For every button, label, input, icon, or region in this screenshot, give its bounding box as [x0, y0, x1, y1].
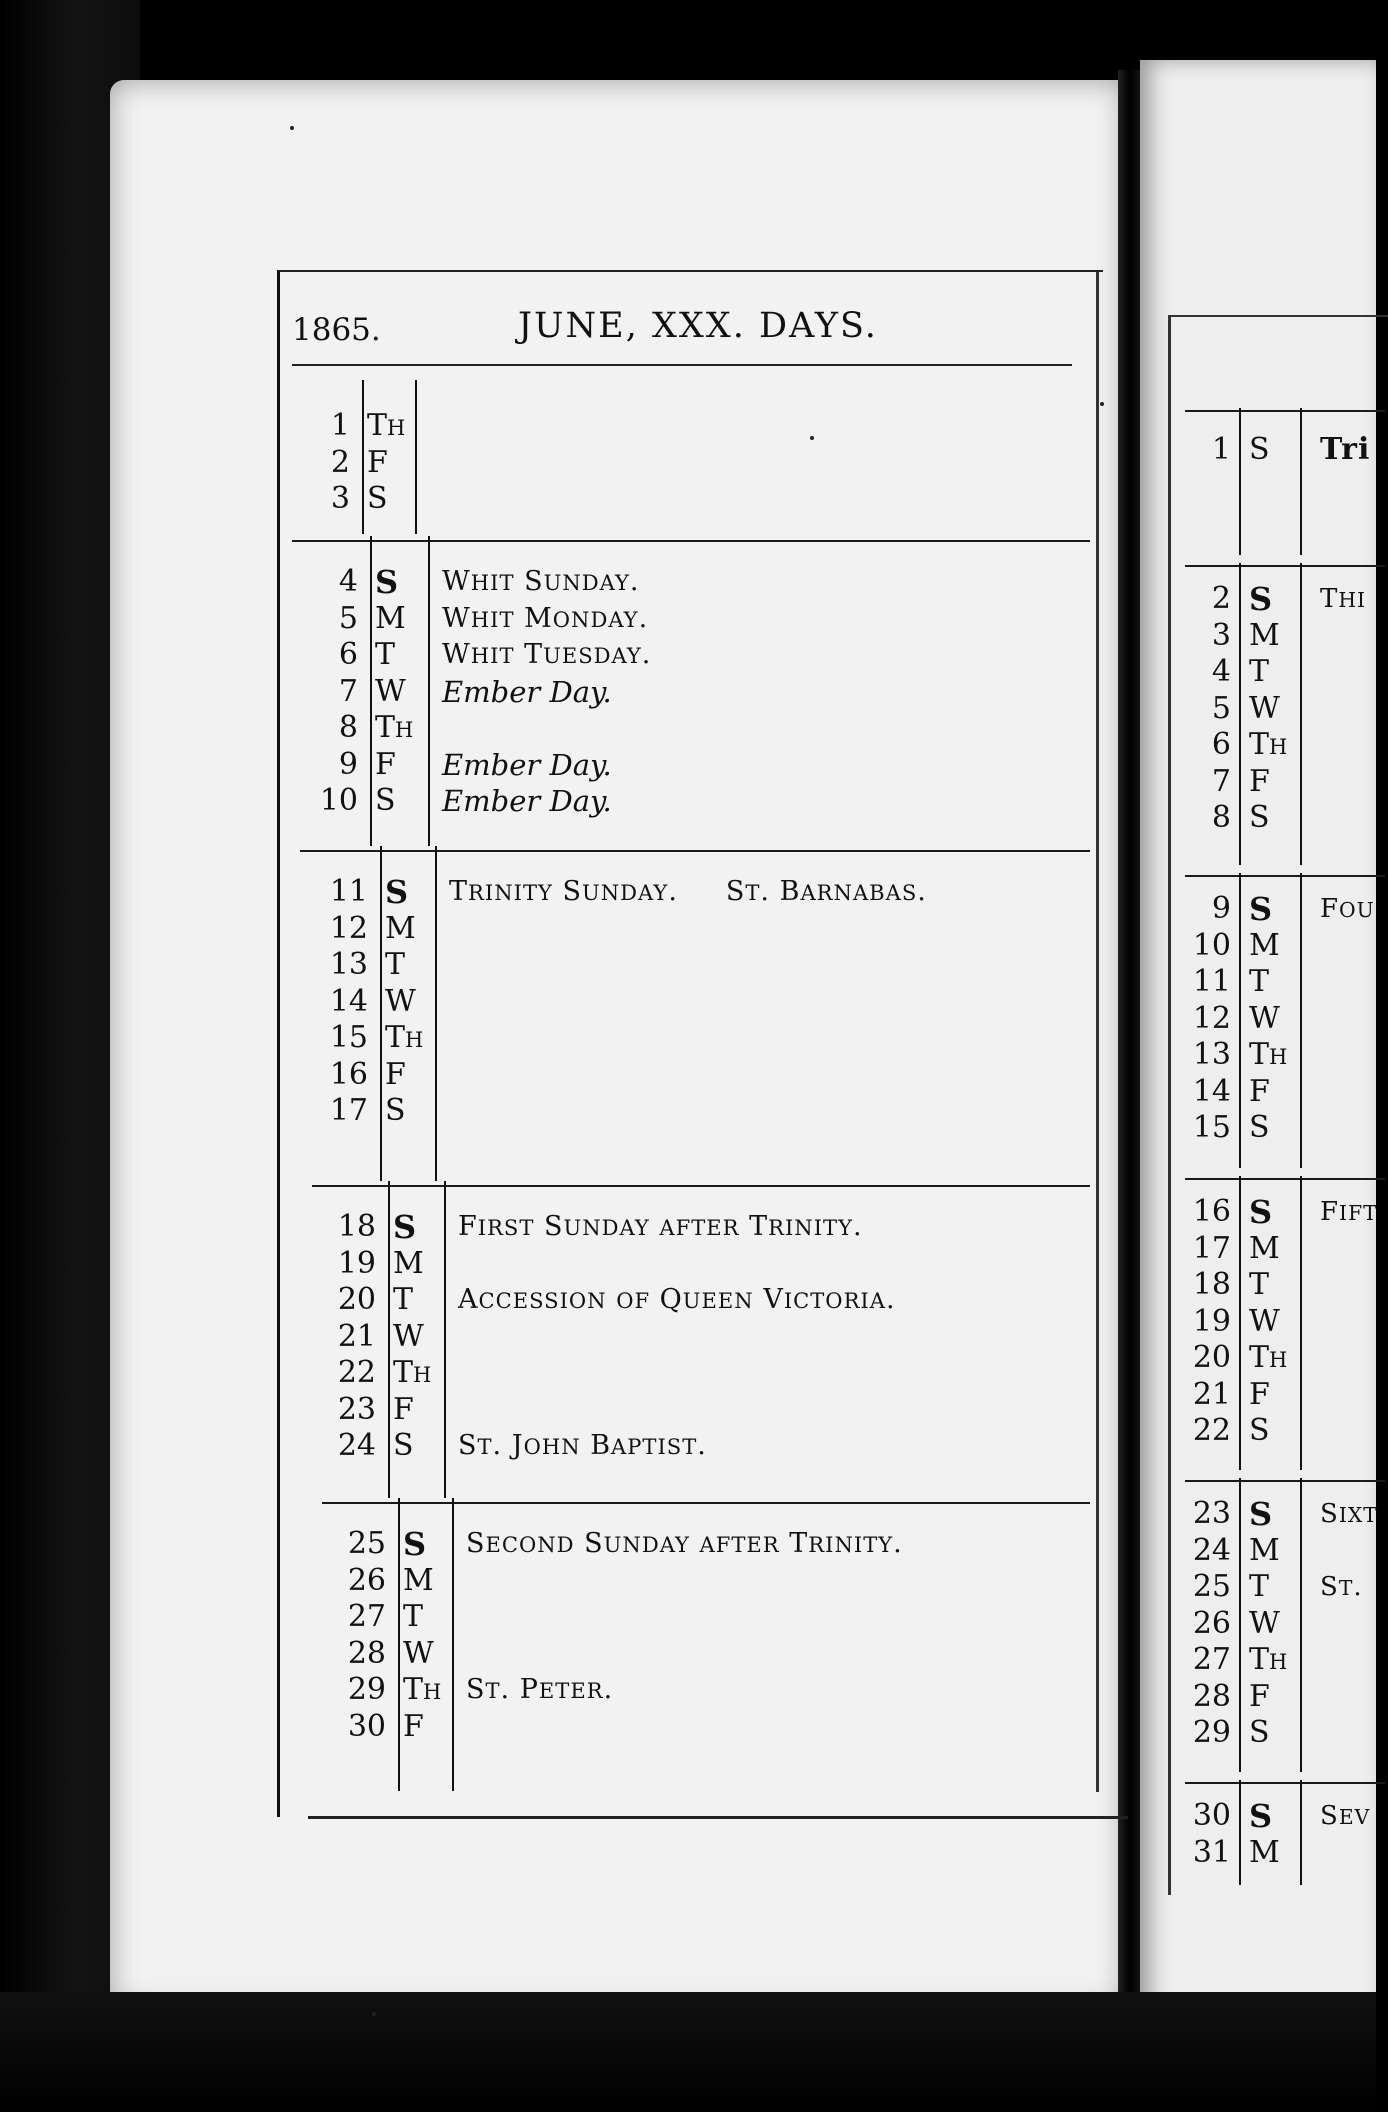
weekday-letter: M	[1249, 1230, 1280, 1266]
sunday-letter: S	[393, 1208, 417, 1246]
calendar-day	[1185, 964, 1385, 1000]
day-number: 3	[330, 481, 350, 516]
calendar-day	[1185, 581, 1385, 617]
weekday-letter: S	[375, 783, 396, 818]
calendar-day	[292, 710, 1090, 746]
right-calendar-week	[1185, 1178, 1385, 1482]
month-title: JUNE, XXX. DAYS.	[518, 306, 878, 346]
day-number: 17	[1192, 1230, 1231, 1266]
day-number: 17	[329, 1093, 368, 1128]
day-number: 7	[338, 673, 358, 709]
calendar-day	[1185, 1001, 1385, 1037]
weekday-letter: T	[1249, 654, 1270, 689]
right-page	[1140, 60, 1376, 2020]
day-observance: WHIT MONDAY.	[442, 602, 649, 634]
day-observance: WHIT SUNDAY.	[442, 566, 640, 597]
day-number: 23	[337, 1391, 376, 1427]
weekday-letter: TH	[1249, 1340, 1288, 1375]
weekday-letter: W	[375, 673, 406, 709]
sunday-letter: S	[1249, 1797, 1273, 1835]
calendar-day	[1185, 1304, 1385, 1340]
calendar-day	[312, 1392, 1090, 1428]
day-number: 7	[1211, 763, 1231, 799]
sunday-letter: S	[1249, 1193, 1273, 1231]
calendar-day	[1185, 618, 1385, 654]
day-number: 28	[347, 1635, 386, 1671]
weekday-letter: F	[1249, 1376, 1270, 1412]
calendar-day	[292, 674, 1090, 710]
day-number: 26	[1192, 1605, 1231, 1641]
right-calendar-week	[1185, 1480, 1385, 1784]
day-number: 24	[337, 1428, 376, 1463]
day-number: 25	[1192, 1569, 1231, 1604]
calendar-day	[312, 1282, 1090, 1318]
weekday-suffix: H	[1269, 1045, 1288, 1069]
day-number: 5	[1211, 690, 1231, 726]
weekday-letter: T	[1249, 1267, 1270, 1302]
day-number: 12	[329, 910, 368, 946]
calendar-day	[1185, 928, 1385, 964]
day-observance: FIFT	[1320, 1197, 1378, 1227]
day-observance: WHIT TUESDAY.	[442, 639, 652, 670]
weekday-letter: S	[1249, 432, 1270, 467]
right-calendar-week	[1185, 875, 1385, 1180]
weekday-letter: W	[1249, 1303, 1280, 1339]
day-number: 16	[329, 1056, 368, 1092]
calendar-day	[322, 1599, 1090, 1635]
day-number: 19	[1192, 1303, 1231, 1339]
column-divider	[1300, 408, 1302, 555]
weekday-letter: F	[1249, 1678, 1270, 1714]
day-number: 2	[330, 444, 350, 480]
calendar-day	[1185, 1194, 1385, 1230]
calendar-day	[292, 564, 1090, 600]
calendar-day	[1185, 1037, 1385, 1073]
day-number: 6	[1211, 727, 1231, 762]
weekday-letter: F	[403, 1708, 424, 1744]
day-number: 15	[1192, 1110, 1231, 1145]
weekday-letter: F	[385, 1056, 406, 1092]
day-observance: SECOND SUNDAY AFTER TRINITY.	[466, 1528, 903, 1559]
sunday-letter: S	[403, 1525, 427, 1563]
sunday-letter: S	[1249, 1495, 1273, 1533]
day-number: 23	[1192, 1496, 1231, 1531]
calendar-day	[1185, 1340, 1385, 1376]
weekday-letter: S	[367, 481, 388, 516]
calendar-day	[322, 1526, 1090, 1562]
day-number: 30	[347, 1708, 386, 1744]
weekday-letter: T	[385, 947, 406, 982]
calendar-bottom-rule	[308, 1816, 1128, 1819]
weekday-suffix: H	[423, 1680, 442, 1704]
calendar-day	[292, 408, 1090, 444]
day-observance: TRINITY SUNDAY. ST. BARNABAS.	[449, 876, 927, 907]
calendar-day	[1185, 1267, 1385, 1303]
calendar-day	[1185, 764, 1385, 800]
weekday-suffix: H	[1269, 735, 1288, 759]
calendar-day	[1185, 654, 1385, 690]
calendar-day	[1185, 1377, 1385, 1413]
calendar-day	[1185, 691, 1385, 727]
day-number: 18	[1192, 1267, 1231, 1302]
weekday-letter: W	[385, 983, 416, 1019]
weekday-letter: F	[393, 1391, 414, 1427]
weekday-letter: TH	[403, 1672, 442, 1707]
day-number: 11	[329, 874, 368, 909]
day-number: 27	[347, 1599, 386, 1634]
day-number: 31	[1192, 1834, 1231, 1870]
calendar-day	[1185, 1533, 1385, 1569]
weekday-letter: M	[385, 910, 416, 946]
weekday-suffix: H	[1269, 1348, 1288, 1372]
day-observance: ST. JOHN BAPTIST.	[458, 1430, 707, 1461]
weekday-letter: TH	[393, 1355, 432, 1390]
day-number: 26	[347, 1562, 386, 1598]
header-rule	[292, 364, 1072, 366]
day-number: 13	[1192, 1037, 1231, 1072]
day-number: 19	[337, 1245, 376, 1281]
day-observance: ACCESSION OF QUEEN VICTORIA.	[458, 1284, 896, 1315]
calendar-day	[1185, 1110, 1385, 1146]
day-number: 3	[1211, 617, 1231, 653]
weekday-letter: W	[1249, 1605, 1280, 1641]
day-observance: THI	[1320, 584, 1367, 614]
day-observance: FOU	[1320, 894, 1375, 924]
calendar-day	[1185, 891, 1385, 927]
weekday-letter: M	[1249, 927, 1280, 963]
day-number: 2	[1211, 581, 1231, 616]
weekday-letter: F	[375, 746, 396, 782]
weekday-letter: M	[1249, 1532, 1280, 1568]
calendar-day	[1185, 1798, 1385, 1834]
day-number: 6	[338, 637, 358, 672]
day-number: 5	[338, 600, 358, 636]
day-observance: FIRST SUNDAY AFTER TRINITY.	[458, 1211, 863, 1242]
right-calendar-week	[1185, 565, 1385, 877]
calendar-day	[312, 1209, 1090, 1245]
sunday-letter: S	[385, 873, 409, 911]
day-number: 16	[1192, 1194, 1231, 1229]
calendar-day	[300, 874, 1090, 910]
day-number: 25	[347, 1526, 386, 1561]
weekday-suffix: H	[405, 1028, 424, 1052]
calendar-day	[1185, 727, 1385, 763]
day-number: 4	[338, 564, 358, 599]
calendar-day	[1185, 1496, 1385, 1532]
weekday-letter: T	[1249, 1569, 1270, 1604]
weekday-letter: TH	[385, 1020, 424, 1055]
day-number: 9	[1211, 891, 1231, 926]
weekday-letter: S	[1249, 1413, 1270, 1448]
day-number: 10	[1192, 927, 1231, 963]
weekday-letter: F	[1249, 1073, 1270, 1109]
weekday-letter: TH	[1249, 1642, 1288, 1677]
day-number: 27	[1192, 1642, 1231, 1677]
calendar-day	[1185, 1074, 1385, 1110]
day-number: 30	[1192, 1798, 1231, 1833]
calendar-day	[300, 1057, 1090, 1093]
calendar-day	[1185, 1606, 1385, 1642]
day-number: 8	[1211, 800, 1231, 835]
calendar-day	[292, 601, 1090, 637]
calendar-day	[1185, 800, 1385, 836]
day-number: 20	[337, 1282, 376, 1317]
day-observance: Ember Day.	[442, 674, 612, 709]
weekday-letter: M	[1249, 1834, 1280, 1870]
weekday-letter: W	[403, 1635, 434, 1671]
day-number: 14	[329, 983, 368, 1019]
weekday-letter: F	[1249, 763, 1270, 799]
weekday-letter: T	[403, 1599, 424, 1634]
weekday-letter: M	[375, 600, 406, 636]
day-number: 28	[1192, 1678, 1231, 1714]
calendar-day	[292, 637, 1090, 673]
calendar-day	[322, 1709, 1090, 1745]
weekday-letter: W	[1249, 1000, 1280, 1036]
weekday-letter: T	[393, 1282, 414, 1317]
weekday-letter: S	[385, 1093, 406, 1128]
day-number: 29	[347, 1672, 386, 1707]
day-observance: ST.	[1320, 1572, 1363, 1602]
calendar-week	[300, 850, 1090, 1187]
calendar-day	[1185, 1835, 1385, 1871]
weekday-letter: S	[1249, 1110, 1270, 1145]
bottom-shadow	[0, 1992, 1376, 2112]
calendar-day	[292, 445, 1090, 481]
calendar-day	[1185, 1679, 1385, 1715]
day-number: 18	[337, 1209, 376, 1244]
right-calendar-week	[1185, 410, 1385, 567]
paper-speck	[1100, 402, 1104, 406]
paper-speck	[290, 126, 294, 130]
calendar-day	[300, 911, 1090, 947]
day-number: 13	[329, 947, 368, 982]
day-number: 14	[1192, 1073, 1231, 1109]
day-number: 12	[1192, 1000, 1231, 1036]
weekday-letter: S	[393, 1428, 414, 1463]
day-observance: Tri	[1320, 432, 1371, 467]
day-observance: SEV	[1320, 1801, 1371, 1831]
calendar-day	[300, 1093, 1090, 1129]
weekday-letter: M	[1249, 617, 1280, 653]
weekday-letter: T	[1249, 964, 1270, 999]
weekday-letter: F	[367, 444, 388, 480]
calendar-day	[1185, 1569, 1385, 1605]
calendar-day	[1185, 1642, 1385, 1678]
calendar-day	[312, 1355, 1090, 1391]
day-observance: Ember Day.	[442, 747, 612, 782]
calendar-day	[292, 481, 1090, 517]
calendar-day	[312, 1428, 1090, 1464]
calendar-day	[292, 747, 1090, 783]
weekday-letter: S	[1249, 1715, 1270, 1750]
day-number: 21	[1192, 1376, 1231, 1412]
day-observance: Ember Day.	[442, 784, 612, 818]
calendar-week	[292, 386, 1090, 540]
calendar-day	[1185, 1231, 1385, 1267]
weekday-letter: S	[1249, 800, 1270, 835]
weekday-suffix: H	[1269, 1650, 1288, 1674]
day-number: 24	[1192, 1532, 1231, 1568]
calendar-year: 1865.	[292, 312, 381, 348]
day-number: 9	[338, 746, 358, 782]
calendar-day	[1185, 1413, 1385, 1449]
weekday-letter: T	[375, 637, 396, 672]
calendar-day	[322, 1563, 1090, 1599]
day-number: 1	[1211, 432, 1231, 467]
weekday-letter: TH	[367, 408, 406, 443]
calendar-day	[1185, 432, 1385, 468]
sunday-letter: S	[375, 563, 399, 601]
day-number: 1	[330, 408, 350, 443]
day-number: 10	[319, 783, 358, 818]
calendar-frame-right-line	[1096, 272, 1099, 1792]
day-number: 4	[1211, 654, 1231, 689]
paper-speck	[372, 2012, 376, 2016]
calendar-week	[292, 540, 1090, 852]
sunday-letter: S	[1249, 580, 1273, 618]
sunday-letter: S	[1249, 890, 1273, 928]
weekday-letter: TH	[1249, 1037, 1288, 1072]
right-calendar-week	[1185, 1782, 1385, 1897]
right-page-top-rule	[1168, 315, 1388, 317]
calendar-day	[300, 984, 1090, 1020]
day-number: 15	[329, 1020, 368, 1055]
weekday-suffix: H	[413, 1363, 432, 1387]
weekday-letter: TH	[375, 710, 414, 745]
day-number: 20	[1192, 1340, 1231, 1375]
day-observance: SIXT	[1320, 1499, 1378, 1529]
weekday-letter: W	[1249, 690, 1280, 726]
weekday-letter: M	[403, 1562, 434, 1598]
day-observance: ST. PETER.	[466, 1674, 614, 1705]
weekday-letter: TH	[1249, 727, 1288, 762]
day-number: 22	[1192, 1413, 1231, 1448]
right-page-frame-line	[1168, 315, 1171, 1895]
paper-speck	[810, 436, 814, 440]
weekday-letter: W	[393, 1318, 424, 1354]
weekday-suffix: H	[387, 416, 406, 440]
calendar-week	[312, 1185, 1090, 1504]
calendar-day	[300, 1020, 1090, 1056]
calendar-day	[300, 947, 1090, 983]
calendar-day	[312, 1246, 1090, 1282]
day-number: 21	[337, 1318, 376, 1354]
calendar-day	[1185, 1715, 1385, 1751]
day-number: 22	[337, 1355, 376, 1390]
day-number: 29	[1192, 1715, 1231, 1750]
calendar-day	[322, 1672, 1090, 1708]
calendar-day	[322, 1636, 1090, 1672]
day-number: 11	[1192, 964, 1231, 999]
day-number: 8	[338, 710, 358, 745]
weekday-suffix: H	[395, 718, 414, 742]
column-divider	[1239, 408, 1241, 555]
calendar-week	[322, 1502, 1090, 1797]
calendar-day	[292, 783, 1090, 819]
weekday-letter: M	[393, 1245, 424, 1281]
calendar-day	[312, 1319, 1090, 1355]
